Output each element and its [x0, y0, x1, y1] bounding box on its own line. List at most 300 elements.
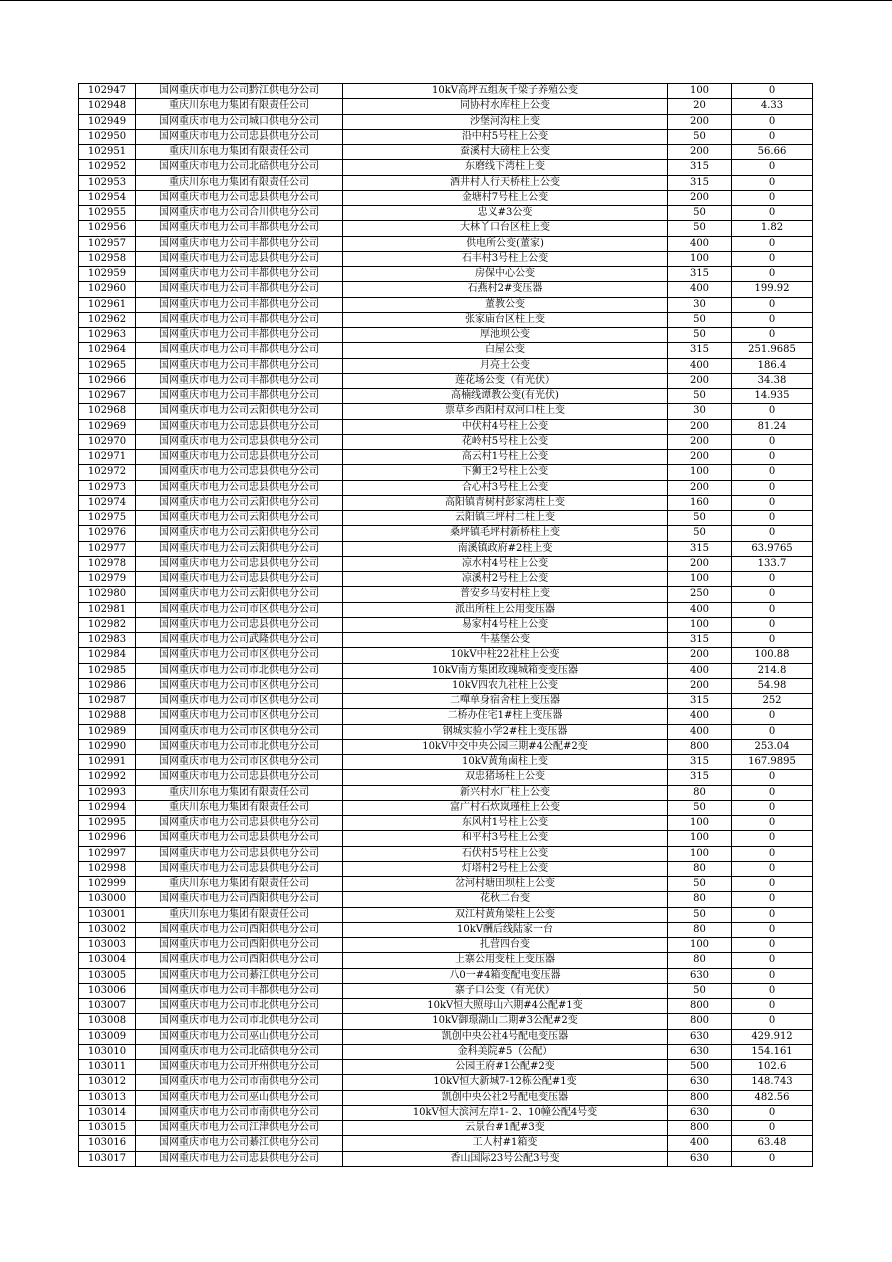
transformer-name-cell: 10kV高坪五组灰千梁子养殖公变 — [343, 84, 668, 99]
table-row — [79, 465, 813, 480]
capacity-cell: 50 — [668, 511, 732, 526]
row-id-cell: 102958 — [79, 251, 136, 266]
transformer-name-cell: 10kV恒大滨河左岸1- 2、10幢公配4号变 — [343, 1105, 668, 1120]
value-cell: 251.9685 — [732, 343, 813, 358]
transformer-name-cell: 10kV四农九社柱上公变 — [343, 678, 668, 693]
transformer-name-cell: 易家村4号柱上公变 — [343, 617, 668, 632]
row-id-cell: 102971 — [79, 450, 136, 465]
table-row — [79, 343, 813, 358]
transformer-name-cell: 扎营四台变 — [343, 938, 668, 953]
company-cell: 国网重庆市电力公司江津供电分公司 — [136, 1121, 343, 1136]
capacity-cell: 100 — [668, 816, 732, 831]
value-cell: 0 — [732, 907, 813, 922]
row-id-cell: 103015 — [79, 1121, 136, 1136]
row-id-cell: 103012 — [79, 1075, 136, 1090]
row-id-cell: 102956 — [79, 221, 136, 236]
transformer-name-cell: 10kV恒大照母山六期#4公配#1变 — [343, 999, 668, 1014]
row-id-cell: 103000 — [79, 892, 136, 907]
capacity-cell: 400 — [668, 282, 732, 297]
value-cell: 0 — [732, 709, 813, 724]
capacity-cell: 630 — [668, 1044, 732, 1059]
company-cell: 国网重庆市电力公司丰都供电分公司 — [136, 389, 343, 404]
transformer-name-cell: 董教公变 — [343, 297, 668, 312]
company-cell: 国网重庆市电力公司綦江供电分公司 — [136, 1136, 343, 1151]
capacity-cell: 315 — [668, 267, 732, 282]
value-cell: 0 — [732, 831, 813, 846]
capacity-cell: 200 — [668, 419, 732, 434]
row-id-cell: 103005 — [79, 968, 136, 983]
transformer-name-cell: 下狮王2号柱上公变 — [343, 465, 668, 480]
table-row — [79, 297, 813, 312]
value-cell: 81.24 — [732, 419, 813, 434]
transformer-name-cell: 二桥办住宅1#柱上变压器 — [343, 709, 668, 724]
row-id-cell: 102969 — [79, 419, 136, 434]
row-id-cell: 103007 — [79, 999, 136, 1014]
table-row — [79, 877, 813, 892]
transformer-name-cell: 花秋二台变 — [343, 892, 668, 907]
value-cell: 0 — [732, 84, 813, 99]
table-row — [79, 831, 813, 846]
table-row — [79, 724, 813, 739]
capacity-cell: 630 — [668, 1075, 732, 1090]
value-cell: 56.66 — [732, 145, 813, 160]
value-cell: 0 — [732, 251, 813, 266]
company-cell: 国网重庆市电力公司市区供电分公司 — [136, 648, 343, 663]
value-cell: 1.82 — [732, 221, 813, 236]
transformer-name-cell: 东磨线下湾柱上变 — [343, 160, 668, 175]
row-id-cell: 102983 — [79, 633, 136, 648]
company-cell: 国网重庆市电力公司忠县供电分公司 — [136, 419, 343, 434]
value-cell: 0 — [732, 297, 813, 312]
value-cell: 253.04 — [732, 739, 813, 754]
capacity-cell: 315 — [668, 770, 732, 785]
company-cell: 国网重庆市电力公司市区供电分公司 — [136, 602, 343, 617]
value-cell: 0 — [732, 617, 813, 632]
table-row — [79, 556, 813, 571]
row-id-cell: 102959 — [79, 267, 136, 282]
capacity-cell: 100 — [668, 846, 732, 861]
capacity-cell: 200 — [668, 648, 732, 663]
transformer-name-cell: 上寨公用变柱上变压器 — [343, 953, 668, 968]
company-cell: 国网重庆市电力公司云阳供电分公司 — [136, 526, 343, 541]
company-cell: 国网重庆市电力公司丰都供电分公司 — [136, 236, 343, 251]
transformer-name-cell: 10kV御璟湖山二期#3公配#2变 — [343, 1014, 668, 1029]
row-id-cell: 102962 — [79, 312, 136, 327]
table-row — [79, 358, 813, 373]
company-cell: 国网重庆市电力公司丰都供电分公司 — [136, 343, 343, 358]
value-cell: 214.8 — [732, 663, 813, 678]
row-id-cell: 103017 — [79, 1151, 136, 1166]
company-cell: 国网重庆市电力公司市区供电分公司 — [136, 755, 343, 770]
company-cell: 国网重庆市电力公司忠县供电分公司 — [136, 434, 343, 449]
top-border-line — [0, 0, 892, 1]
value-cell: 0 — [732, 480, 813, 495]
row-id-cell: 102964 — [79, 343, 136, 358]
transformer-name-cell: 钢城实验小学2#柱上变压器 — [343, 724, 668, 739]
value-cell: 54.98 — [732, 678, 813, 693]
value-cell: 0 — [732, 785, 813, 800]
transformer-name-cell: 牛基堡公变 — [343, 633, 668, 648]
row-id-cell: 102979 — [79, 572, 136, 587]
company-cell: 国网重庆市电力公司丰都供电分公司 — [136, 983, 343, 998]
table-row — [79, 1105, 813, 1120]
transformer-name-cell: 双忠猪场柱上公变 — [343, 770, 668, 785]
company-cell: 国网重庆市电力公司市北供电分公司 — [136, 739, 343, 754]
transformer-name-cell: 凉溪村2号柱上公变 — [343, 572, 668, 587]
value-cell: 482.56 — [732, 1090, 813, 1105]
capacity-cell: 30 — [668, 297, 732, 312]
transformer-name-cell: 公园王府#1公配#2变 — [343, 1060, 668, 1075]
capacity-cell: 80 — [668, 861, 732, 876]
row-id-cell: 102966 — [79, 373, 136, 388]
table-row — [79, 1060, 813, 1075]
row-id-cell: 102950 — [79, 129, 136, 144]
table-row — [79, 892, 813, 907]
value-cell: 34.38 — [732, 373, 813, 388]
value-cell: 0 — [732, 175, 813, 190]
transformer-name-cell: 10kV恒大新城7-12栋公配#1变 — [343, 1075, 668, 1090]
transformer-name-cell: 票草乡西阳村双河口柱上变 — [343, 404, 668, 419]
value-cell: 0 — [732, 312, 813, 327]
value-cell: 0 — [732, 922, 813, 937]
capacity-cell: 800 — [668, 999, 732, 1014]
value-cell: 0 — [732, 1151, 813, 1166]
table-row — [79, 709, 813, 724]
transformer-name-cell: 10kV黄角鹵柱上变 — [343, 755, 668, 770]
table-row — [79, 373, 813, 388]
company-cell: 国网重庆市电力公司黔江供电分公司 — [136, 84, 343, 99]
company-cell: 国网重庆市电力公司北碚供电分公司 — [136, 1044, 343, 1059]
company-cell: 国网重庆市电力公司酉阳供电分公司 — [136, 953, 343, 968]
company-cell: 国网重庆市电力公司忠县供电分公司 — [136, 1151, 343, 1166]
capacity-cell: 50 — [668, 389, 732, 404]
company-cell: 国网重庆市电力公司忠县供电分公司 — [136, 129, 343, 144]
capacity-cell: 100 — [668, 938, 732, 953]
row-id-cell: 102989 — [79, 724, 136, 739]
company-cell: 国网重庆市电力公司忠县供电分公司 — [136, 816, 343, 831]
company-cell: 国网重庆市电力公司丰都供电分公司 — [136, 282, 343, 297]
company-cell: 国网重庆市电力公司忠县供电分公司 — [136, 450, 343, 465]
company-cell: 国网重庆市电力公司忠县供电分公司 — [136, 572, 343, 587]
value-cell: 0 — [732, 206, 813, 221]
row-id-cell: 102987 — [79, 694, 136, 709]
company-cell: 国网重庆市电力公司酉阳供电分公司 — [136, 892, 343, 907]
row-id-cell: 103011 — [79, 1060, 136, 1075]
table-row — [79, 1014, 813, 1029]
company-cell: 重庆川东电力集团有限责任公司 — [136, 145, 343, 160]
capacity-cell: 315 — [668, 694, 732, 709]
capacity-cell: 630 — [668, 1151, 732, 1166]
company-cell: 国网重庆市电力公司市北供电分公司 — [136, 999, 343, 1014]
company-cell: 重庆川东电力集团有限责任公司 — [136, 907, 343, 922]
transformer-name-cell: 10kV南方集团玫瑰城箱变变压器 — [343, 663, 668, 678]
company-cell: 国网重庆市电力公司丰都供电分公司 — [136, 297, 343, 312]
value-cell: 4.33 — [732, 99, 813, 114]
transformer-name-cell: 工人村#1箱变 — [343, 1136, 668, 1151]
capacity-cell: 630 — [668, 1029, 732, 1044]
transformer-name-cell: 凯创中央公社2号配电变压器 — [343, 1090, 668, 1105]
row-id-cell: 102970 — [79, 434, 136, 449]
value-cell: 429.912 — [732, 1029, 813, 1044]
company-cell: 国网重庆市电力公司市区供电分公司 — [136, 678, 343, 693]
table-row — [79, 480, 813, 495]
row-id-cell: 102997 — [79, 846, 136, 861]
transformer-name-cell: 10kV中柱22社柱上公变 — [343, 648, 668, 663]
table-row — [79, 953, 813, 968]
row-id-cell: 103010 — [79, 1044, 136, 1059]
company-cell: 国网重庆市电力公司丰都供电分公司 — [136, 312, 343, 327]
row-id-cell: 102949 — [79, 114, 136, 129]
value-cell: 0 — [732, 587, 813, 602]
transformer-table — [78, 83, 813, 1167]
table-row — [79, 267, 813, 282]
company-cell: 国网重庆市电力公司丰都供电分公司 — [136, 267, 343, 282]
value-cell: 167.9895 — [732, 755, 813, 770]
transformer-name-cell: 新兴村水厂柱上公变 — [343, 785, 668, 800]
transformer-name-cell: 大林丫口台区柱上变 — [343, 221, 668, 236]
transformer-name-cell: 双江村黄角梁柱上公变 — [343, 907, 668, 922]
transformer-name-cell: 厚池坝公变 — [343, 328, 668, 343]
capacity-cell: 200 — [668, 373, 732, 388]
company-cell: 国网重庆市电力公司北碚供电分公司 — [136, 160, 343, 175]
capacity-cell: 50 — [668, 907, 732, 922]
capacity-cell: 500 — [668, 1060, 732, 1075]
transformer-name-cell: 蚕溪村大磅柱上公变 — [343, 145, 668, 160]
table-row — [79, 99, 813, 114]
company-cell: 国网重庆市电力公司市北供电分公司 — [136, 1014, 343, 1029]
table-row — [79, 1075, 813, 1090]
table-row — [79, 633, 813, 648]
row-id-cell: 102965 — [79, 358, 136, 373]
row-id-cell: 102967 — [79, 389, 136, 404]
value-cell: 0 — [732, 236, 813, 251]
table-row — [79, 251, 813, 266]
transformer-name-cell: 花岭村5号柱上公变 — [343, 434, 668, 449]
capacity-cell: 400 — [668, 663, 732, 678]
row-id-cell: 102980 — [79, 587, 136, 602]
row-id-cell: 102951 — [79, 145, 136, 160]
row-id-cell: 102947 — [79, 84, 136, 99]
transformer-name-cell: 二嘽单身宿舍柱上变压器 — [343, 694, 668, 709]
table-row — [79, 739, 813, 754]
row-id-cell: 102955 — [79, 206, 136, 221]
table-row — [79, 190, 813, 205]
capacity-cell: 80 — [668, 785, 732, 800]
row-id-cell: 102999 — [79, 877, 136, 892]
company-cell: 国网重庆市电力公司忠县供电分公司 — [136, 556, 343, 571]
transformer-name-cell: 凉水村4号柱上公变 — [343, 556, 668, 571]
value-cell: 133.7 — [732, 556, 813, 571]
capacity-cell: 630 — [668, 1105, 732, 1120]
capacity-cell: 200 — [668, 434, 732, 449]
capacity-cell: 50 — [668, 328, 732, 343]
transformer-name-cell: 凯创中央公社4号配电变压器 — [343, 1029, 668, 1044]
row-id-cell: 103009 — [79, 1029, 136, 1044]
transformer-name-cell: 房保中心公变 — [343, 267, 668, 282]
table-row — [79, 1121, 813, 1136]
table-row — [79, 328, 813, 343]
transformer-name-cell: 云阳镇三坪村二柱上变 — [343, 511, 668, 526]
capacity-cell: 80 — [668, 892, 732, 907]
transformer-name-cell: 香山国际23号公配3号变 — [343, 1151, 668, 1166]
row-id-cell: 103006 — [79, 983, 136, 998]
row-id-cell: 102993 — [79, 785, 136, 800]
value-cell: 0 — [732, 724, 813, 739]
capacity-cell: 100 — [668, 617, 732, 632]
value-cell: 0 — [732, 160, 813, 175]
value-cell: 0 — [732, 861, 813, 876]
value-cell: 0 — [732, 129, 813, 144]
row-id-cell: 103002 — [79, 922, 136, 937]
table-row — [79, 175, 813, 190]
table-row — [79, 617, 813, 632]
company-cell: 重庆川东电力集团有限责任公司 — [136, 785, 343, 800]
transformer-name-cell: 高阳镇青树村彭家湾柱上变 — [343, 495, 668, 510]
table-row — [79, 694, 813, 709]
company-cell: 国网重庆市电力公司云阳供电分公司 — [136, 495, 343, 510]
table-row — [79, 1136, 813, 1151]
company-cell: 国网重庆市电力公司市区供电分公司 — [136, 694, 343, 709]
capacity-cell: 50 — [668, 221, 732, 236]
table-row — [79, 587, 813, 602]
table-row — [79, 999, 813, 1014]
company-cell: 国网重庆市电力公司合川供电分公司 — [136, 206, 343, 221]
table-row — [79, 495, 813, 510]
transformer-name-cell: 八0一#4箱变配电变压器 — [343, 968, 668, 983]
table-row — [79, 511, 813, 526]
table-row — [79, 114, 813, 129]
value-cell: 0 — [732, 1105, 813, 1120]
capacity-cell: 100 — [668, 831, 732, 846]
transformer-name-cell: 桑坪镇毛坪村新桥柱上变 — [343, 526, 668, 541]
row-id-cell: 102978 — [79, 556, 136, 571]
value-cell: 0 — [732, 938, 813, 953]
transformer-name-cell: 寨子口公变（有光伏） — [343, 983, 668, 998]
company-cell: 国网重庆市电力公司市南供电分公司 — [136, 1105, 343, 1120]
company-cell: 国网重庆市电力公司丰都供电分公司 — [136, 328, 343, 343]
transformer-name-cell: 白屋公变 — [343, 343, 668, 358]
transformer-name-cell: 和平村3号柱上公变 — [343, 831, 668, 846]
capacity-cell: 50 — [668, 800, 732, 815]
row-id-cell: 102990 — [79, 739, 136, 754]
table-row — [79, 938, 813, 953]
capacity-cell: 315 — [668, 175, 732, 190]
value-cell: 0 — [732, 770, 813, 785]
value-cell: 0 — [732, 602, 813, 617]
row-id-cell: 102953 — [79, 175, 136, 190]
value-cell: 0 — [732, 999, 813, 1014]
row-id-cell: 102974 — [79, 495, 136, 510]
company-cell: 国网重庆市电力公司忠县供电分公司 — [136, 617, 343, 632]
company-cell: 重庆川东电力集团有限责任公司 — [136, 175, 343, 190]
value-cell: 102.6 — [732, 1060, 813, 1075]
value-cell: 0 — [732, 877, 813, 892]
company-cell: 重庆川东电力集团有限责任公司 — [136, 800, 343, 815]
value-cell: 0 — [732, 190, 813, 205]
table-row — [79, 816, 813, 831]
table-row — [79, 206, 813, 221]
table-row — [79, 160, 813, 175]
transformer-name-cell: 石丰村3号柱上公变 — [343, 251, 668, 266]
capacity-cell: 250 — [668, 587, 732, 602]
table-row — [79, 922, 813, 937]
transformer-name-cell: 石伏村5号柱上公变 — [343, 846, 668, 861]
table-row — [79, 221, 813, 236]
row-id-cell: 103016 — [79, 1136, 136, 1151]
table-row — [79, 84, 813, 99]
table-row — [79, 419, 813, 434]
company-cell: 重庆川东电力集团有限责任公司 — [136, 99, 343, 114]
transformer-name-cell: 莲花场公变（有光伏） — [343, 373, 668, 388]
company-cell: 国网重庆市电力公司云阳供电分公司 — [136, 541, 343, 556]
transformer-name-cell: 云景台#1配#3变 — [343, 1121, 668, 1136]
company-cell: 国网重庆市电力公司忠县供电分公司 — [136, 831, 343, 846]
transformer-name-cell: 10kV中交中央公园三期#4公配#2变 — [343, 739, 668, 754]
transformer-name-cell: 合心村3号柱上公变 — [343, 480, 668, 495]
company-cell: 国网重庆市电力公司市北供电分公司 — [136, 663, 343, 678]
company-cell: 国网重庆市电力公司忠县供电分公司 — [136, 861, 343, 876]
transformer-name-cell: 高云村1号柱上公变 — [343, 450, 668, 465]
table-body — [79, 84, 813, 1167]
capacity-cell: 800 — [668, 1014, 732, 1029]
capacity-cell: 315 — [668, 343, 732, 358]
transformer-name-cell: 同协村水库柱上公变 — [343, 99, 668, 114]
company-cell: 国网重庆市电力公司綦江供电分公司 — [136, 968, 343, 983]
row-id-cell: 102952 — [79, 160, 136, 175]
value-cell: 14.935 — [732, 389, 813, 404]
table-row — [79, 968, 813, 983]
transformer-name-cell: 东风村1号柱上公变 — [343, 816, 668, 831]
value-cell: 63.48 — [732, 1136, 813, 1151]
table-row — [79, 1151, 813, 1166]
row-id-cell: 102975 — [79, 511, 136, 526]
table-row — [79, 785, 813, 800]
transformer-name-cell: 富广村石炊岚瑾柱上公变 — [343, 800, 668, 815]
value-cell: 0 — [732, 114, 813, 129]
row-id-cell: 102981 — [79, 602, 136, 617]
capacity-cell: 400 — [668, 358, 732, 373]
capacity-cell: 100 — [668, 84, 732, 99]
company-cell: 国网重庆市电力公司忠县供电分公司 — [136, 190, 343, 205]
value-cell: 0 — [732, 846, 813, 861]
table-row — [79, 145, 813, 160]
table-row — [79, 1090, 813, 1105]
row-id-cell: 102986 — [79, 678, 136, 693]
transformer-name-cell: 沿中村5号柱上公变 — [343, 129, 668, 144]
table-row — [79, 1044, 813, 1059]
value-cell: 148.743 — [732, 1075, 813, 1090]
value-cell: 0 — [732, 892, 813, 907]
transformer-name-cell: 普安乡马安村柱上变 — [343, 587, 668, 602]
table-row — [79, 236, 813, 251]
capacity-cell: 50 — [668, 877, 732, 892]
transformer-name-cell: 金塘村7号柱上公变 — [343, 190, 668, 205]
row-id-cell: 102973 — [79, 480, 136, 495]
row-id-cell: 102954 — [79, 190, 136, 205]
company-cell: 国网重庆市电力公司云阳供电分公司 — [136, 587, 343, 602]
transformer-name-cell: 南溪镇政府#2柱上变 — [343, 541, 668, 556]
row-id-cell: 102948 — [79, 99, 136, 114]
capacity-cell: 315 — [668, 160, 732, 175]
capacity-cell: 800 — [668, 1121, 732, 1136]
row-id-cell: 102994 — [79, 800, 136, 815]
value-cell: 154.161 — [732, 1044, 813, 1059]
row-id-cell: 103008 — [79, 1014, 136, 1029]
row-id-cell: 102996 — [79, 831, 136, 846]
capacity-cell: 50 — [668, 983, 732, 998]
company-cell: 国网重庆市电力公司市南供电分公司 — [136, 1075, 343, 1090]
row-id-cell: 102972 — [79, 465, 136, 480]
